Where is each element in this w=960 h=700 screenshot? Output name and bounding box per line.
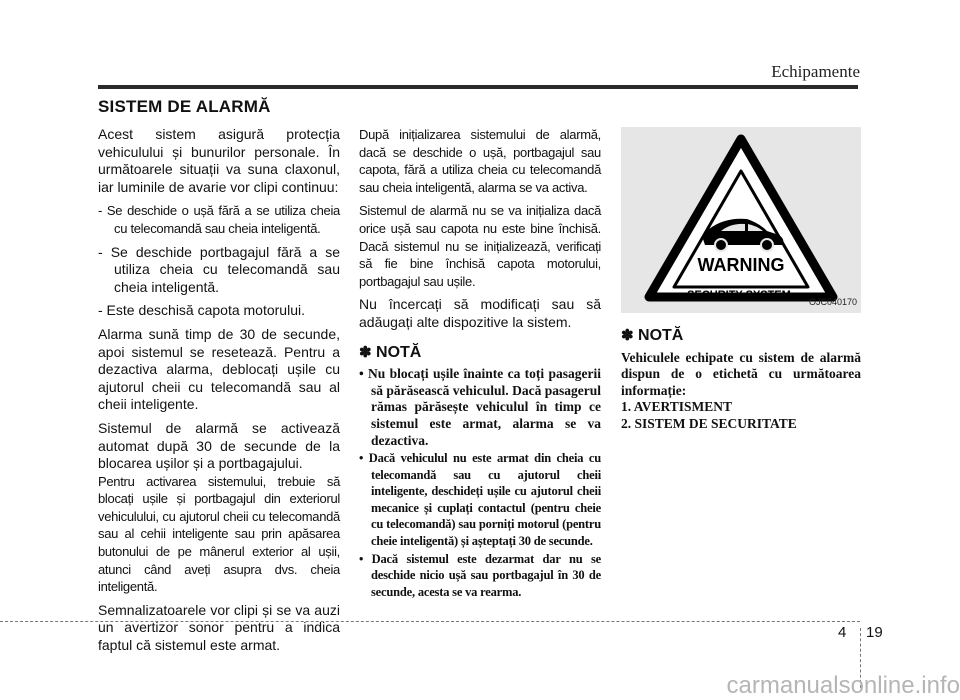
warning-text: WARNING (697, 255, 785, 275)
column-middle (359, 126, 601, 601)
watermark: carmanualsonline.info (726, 672, 960, 699)
image-code: OJC040170 (808, 297, 857, 308)
indicator-paragraph: Semnalizatoarele vor clipi și se va auzi un avertizor sonor pentru a indica faptul că sistemul este armat. (98, 601, 340, 654)
intro-paragraph: Acest sistem asigură protecția vehiculului și bunurilor personale. În următoarele situații va suna claxonul, iar luminile de avarie vor clipi continuu: (98, 126, 340, 195)
note-bullet: • Nu blocați ușile înainte ca toți pasagerii să părăsească vehiculul. Dacă pasagerul rămas părăsește vehiculul în timp ce sistemul este armat, alarma se va dezactiva. (359, 366, 601, 448)
not-initialized-paragraph: Sistemul de alarmă nu se va inițializa dacă orice ușă sau capota nu este bine închisă. Dacă sistemul nu se inițializează, verificați să fie bine închisă capota motorului, portbagajul sau ușile. (359, 203, 601, 289)
warning-triangle-car-icon (621, 127, 861, 313)
column-right (621, 127, 861, 433)
footer-rule (0, 621, 860, 622)
security-system-label-image (621, 127, 861, 313)
activation-paragraph: Sistemul de alarmă se activează automat după 30 de secunde de la blocarea ușilor și a portbagajului. (98, 419, 340, 472)
note-bullet: • Dacă sistemul este dezarmat dar nu se deschide nicio ușă sau portbagajul în 30 de secunde, acesta se va rearma. (359, 551, 601, 599)
note-bullet: • Dacă vehiculul nu este armat din cheia cu telecomandă sau cu ajutorul cheii inteligente, deschideți ușile cu ajutorul cheii mecanice și cuplați contactul (pentru cheie cu telecomandă) sau porniți motorul (pentru cheie inteligentă) și așteptați 30 de secunde. (359, 451, 601, 549)
alarm-duration-paragraph: Alarma sună timp de 30 de secunde, apoi sistemul se resetează. Pentru a dezactiva alarma, deblocați ușile cu ajutorul cheii cu telecomandă sau al cheii inteligente. (98, 325, 340, 413)
note-text: Vehiculele echipate cu sistem de alarmă dispun de o etichetă cu următoarea informație: (621, 349, 861, 398)
list-item: - Se deschide o ușă fără a se utiliza cheia cu telecomandă sau cheia inteligentă. (98, 203, 340, 236)
column-left (98, 126, 340, 661)
asterisk-icon: ✽ (621, 327, 634, 344)
security-system-text: SECURITY SYSTEM (687, 289, 791, 301)
nota-title: NOTĂ (638, 327, 684, 344)
chapter-title: Echipamente (771, 62, 860, 81)
activation-details-paragraph: Pentru activarea sistemului, trebuie să blocați ușile și portbagajul din exteriorul vehiculului, cu ajutorul cheii cu telecomandă sau al cehii inteligente sau prin apăsarea butonului de pe mânerul exterior al ușii, atunci când aveți asupra dvs. cheia inteligentă. (98, 473, 340, 595)
list-item: - Se deschide portbagajul fără a se utiliza cheia cu telecomandă sau cheia inteligentă. (98, 243, 340, 295)
note-line: 2. SISTEM DE SECURITATE (621, 415, 797, 431)
note-line: 1. AVERTISMENT (621, 399, 733, 415)
section-title: SISTEM DE ALARMĂ (98, 97, 271, 116)
page-number: 19 (866, 624, 883, 641)
nota-title: NOTĂ (376, 343, 422, 361)
nota-heading (359, 344, 601, 362)
initialization-paragraph: După inițializarea sistemului de alarmă, dacă se deschide o ușă, portbagajul sau capota, fără a utiliza cheia cu telecomandă sau cheia inteligentă, alarma se va activa. (359, 127, 601, 195)
header-rule (98, 85, 858, 89)
no-modification-paragraph: Nu încercați să modificați sau să adăugați alte dispozitive la sistem. (359, 296, 601, 330)
asterisk-icon: ✽ (359, 343, 372, 361)
nota-heading (621, 327, 861, 345)
list-item: - Este deschisă capota motorului. (98, 302, 305, 319)
chapter-number: 4 (838, 624, 847, 641)
